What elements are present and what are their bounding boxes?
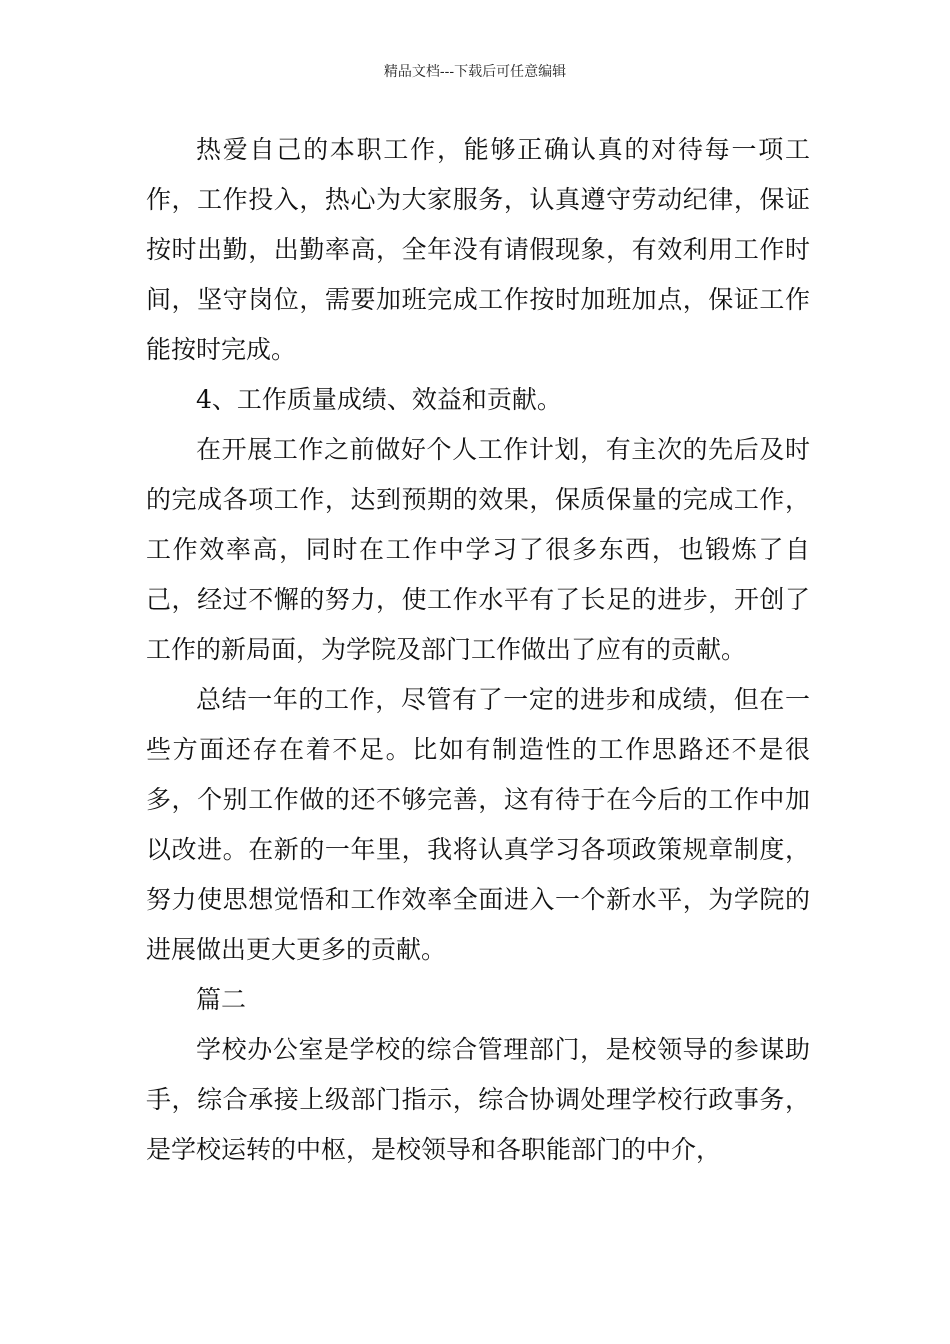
section-heading-quality: 4、工作质量成绩、效益和贡献。: [196, 385, 562, 414]
page-header: 精品文档---下载后可任意编辑: [383, 64, 567, 80]
paragraph-summary: 总结一年的工作，尽管有了一定的进步和成绩，但在一些方面还存在着不足。比如有制造性的工作思路还不是很多，个别工作做的还不够完善，这有待于在今后的工作中加以改进。在新的一年里，我将认真学习各项政策规章制度，努力使思想觉悟和工作效率全面进入一个新水平，为学院的进展做出更大更多的贡献。: [146, 685, 810, 964]
paragraph-work-quality: 在开展工作之前做好个人工作计划，有主次的先后及时的完成各项工作，达到预期的效果，保质保量的完成工作，工作效率高，同时在工作中学习了很多东西，也锻炼了自己，经过不懈的努力，使工作水平有了长足的进步，开创了工作的新局面，为学院及部门工作做出了应有的贡献。: [146, 435, 810, 664]
document-body: [146, 125, 810, 1175]
paragraph-work-attitude: 热爱自己的本职工作，能够正确认真的对待每一项工作，工作投入，热心为大家服务，认真遵守劳动纪律，保证按时出勤，出勤率高，全年没有请假现象，有效利用工作时间，坚守岗位，需要加班完成工作按时加班加点，保证工作能按时完成。: [146, 135, 810, 364]
paragraph-office-intro: 学校办公室是学校的综合管理部门，是校领导的参谋助手，综合承接上级部门指示，综合协调处理学校行政事务，是学校运转的中枢，是校领导和各职能部门的中介，: [146, 1035, 810, 1164]
section-heading-part-two: 篇二: [196, 985, 247, 1014]
